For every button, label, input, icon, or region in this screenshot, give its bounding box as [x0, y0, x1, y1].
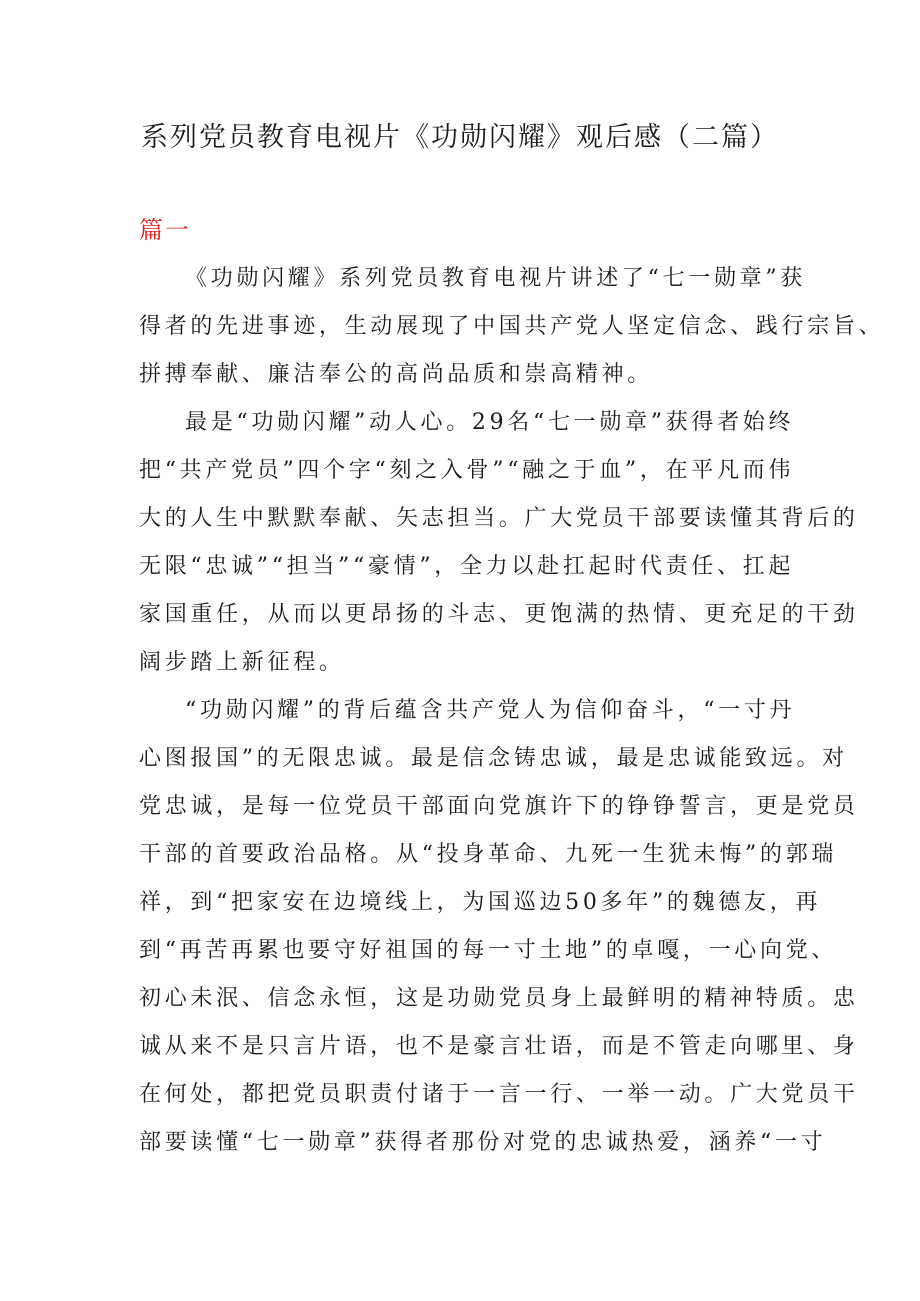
paragraph-line: 家国重任，从而以更昂扬的斗志、更饱满的热情、更充足的干劲: [139, 602, 859, 627]
paragraph-line: 把“共产党员”四个字“刻之入骨”“融之于血”，在平凡而伟: [139, 458, 795, 483]
paragraph-line: 得者的先进事迹，生动展现了中国共产党人坚定信念、践行宗旨、: [139, 314, 885, 339]
paragraph-line: 祥，到“把家安在边境线上，为国巡边50多年”的魏德友，再: [139, 890, 822, 915]
paragraph-line: 无限“忠诚”“担当”“豪情”，全力以赴扛起时代责任、扛起: [139, 554, 795, 579]
paragraph-line: 阔步踏上新征程。: [139, 650, 345, 675]
paragraph-line: 诚从来不是只言片语，也不是豪言壮语，而是不管走向哪里、身: [139, 1034, 859, 1059]
paragraph-line: 拼搏奉献、廉洁奉公的高尚品质和崇高精神。: [139, 362, 654, 387]
paragraph-line: 心图报国”的无限忠诚。最是信念铸忠诚，最是忠诚能致远。对: [139, 746, 848, 771]
paragraph-line: 党忠诚，是每一位党员干部面向党旗许下的铮铮誓言，更是党员: [139, 794, 859, 819]
paragraph-line: 初心未泯、信念永恒，这是功勋党员身上最鲜明的精神特质。忠: [139, 986, 859, 1011]
paragraph-line: 干部的首要政治品格。从“投身革命、九死一生犹未悔”的郭瑞: [139, 842, 838, 867]
paragraph-line: 最是“功勋闪耀”动人心。29名“七一勋章”获得者始终: [185, 410, 795, 435]
paragraph-line: 在何处，都把党员职责付诸于一言一行、一举一动。广大党员干: [139, 1082, 859, 1107]
paragraph-line: 部要读懂“七一勋章”获得者那份对党的忠诚热爱，涵养“一寸: [139, 1130, 827, 1155]
paragraph-line: 到“再苦再累也要守好祖国的每一寸土地”的卓嘎，一心向党、: [139, 938, 838, 963]
paragraph-line: “功勋闪耀”的背后蕴含共产党人为信仰奋斗，“一寸丹: [185, 698, 796, 723]
paragraph-line: 《功勋闪耀》系列党员教育电视片讲述了“七一勋章”获: [185, 266, 806, 291]
section-heading: 篇一: [139, 216, 191, 244]
paragraph-line: 大的人生中默默奉献、矢志担当。广大党员干部要读懂其背后的: [139, 506, 859, 531]
document-title: 系列党员教育电视片《功勋闪耀》观后感（二篇）: [141, 122, 779, 153]
